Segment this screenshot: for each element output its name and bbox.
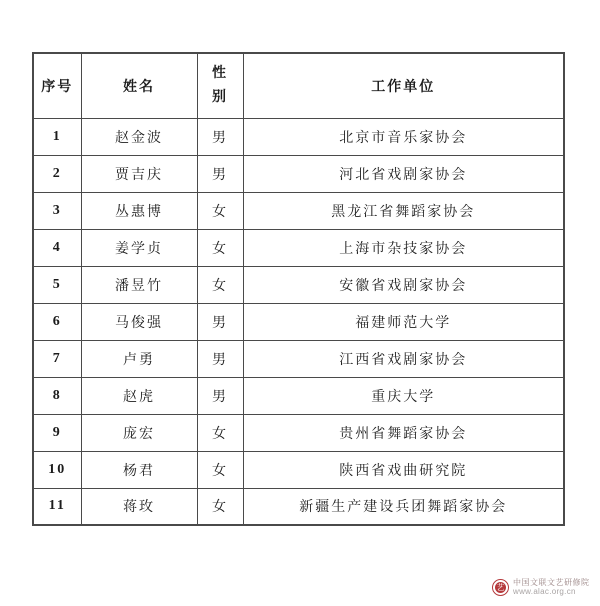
table-body — [33, 118, 564, 525]
cell-index: 7 — [33, 340, 81, 377]
cell-index: 10 — [33, 451, 81, 488]
cell-index: 6 — [33, 303, 81, 340]
header-gender — [197, 53, 243, 118]
cell-name: 赵虎 — [81, 377, 197, 414]
cell-unit: 上海市杂技家协会 — [243, 229, 564, 266]
cell-unit: 河北省戏剧家协会 — [243, 155, 564, 192]
cell-gender: 女 — [197, 192, 243, 229]
cell-unit: 江西省戏剧家协会 — [243, 340, 564, 377]
table-row — [33, 303, 564, 340]
cell-gender: 男 — [197, 155, 243, 192]
cell-name: 卢勇 — [81, 340, 197, 377]
cell-gender: 男 — [197, 340, 243, 377]
cell-unit: 新疆生产建设兵团舞蹈家协会 — [243, 488, 564, 525]
cell-name: 蒋玫 — [81, 488, 197, 525]
cell-index: 3 — [33, 192, 81, 229]
header-unit: 工作单位 — [243, 53, 564, 118]
header-index: 序号 — [33, 53, 81, 118]
cell-index: 8 — [33, 377, 81, 414]
cell-gender: 女 — [197, 451, 243, 488]
table-row — [33, 192, 564, 229]
roster-table — [32, 52, 565, 526]
table-row — [33, 377, 564, 414]
table-row — [33, 451, 564, 488]
cell-index: 9 — [33, 414, 81, 451]
cell-name: 贾吉庆 — [81, 155, 197, 192]
cell-unit: 黑龙江省舞蹈家协会 — [243, 192, 564, 229]
cell-unit: 陕西省戏曲研究院 — [243, 451, 564, 488]
site-watermark — [492, 578, 590, 597]
cell-unit: 安徽省戏剧家协会 — [243, 266, 564, 303]
header-name: 姓名 — [81, 53, 197, 118]
cell-unit: 北京市音乐家协会 — [243, 118, 564, 155]
table-row — [33, 340, 564, 377]
cell-gender: 男 — [197, 377, 243, 414]
table-row — [33, 229, 564, 266]
header-gender-line2: 别 — [212, 89, 228, 105]
cell-gender: 女 — [197, 414, 243, 451]
cell-index: 5 — [33, 266, 81, 303]
cell-index: 4 — [33, 229, 81, 266]
cell-index: 1 — [33, 118, 81, 155]
cell-gender: 女 — [197, 488, 243, 525]
table-row — [33, 155, 564, 192]
cell-gender: 男 — [197, 303, 243, 340]
cell-name: 赵金波 — [81, 118, 197, 155]
org-seal-icon: 艺 — [492, 579, 509, 596]
header-gender-line1: 性 — [212, 65, 228, 81]
cell-name: 马俊强 — [81, 303, 197, 340]
cell-name: 潘昱竹 — [81, 266, 197, 303]
table-row — [33, 488, 564, 525]
cell-name: 丛惠博 — [81, 192, 197, 229]
cell-gender: 女 — [197, 266, 243, 303]
cell-unit: 贵州省舞蹈家协会 — [243, 414, 564, 451]
table-header-row — [33, 53, 564, 118]
cell-unit: 重庆大学 — [243, 377, 564, 414]
cell-unit: 福建师范大学 — [243, 303, 564, 340]
org-website: www.alac.org.cn — [513, 587, 576, 596]
table-row — [33, 414, 564, 451]
table-row — [33, 266, 564, 303]
cell-name: 庞宏 — [81, 414, 197, 451]
cell-name: 姜学贞 — [81, 229, 197, 266]
org-name: 中国文联文艺研修院 — [513, 578, 590, 587]
table-row — [33, 118, 564, 155]
cell-name: 杨君 — [81, 451, 197, 488]
cell-index: 11 — [33, 488, 81, 525]
cell-index: 2 — [33, 155, 81, 192]
cell-gender: 男 — [197, 118, 243, 155]
cell-gender: 女 — [197, 229, 243, 266]
